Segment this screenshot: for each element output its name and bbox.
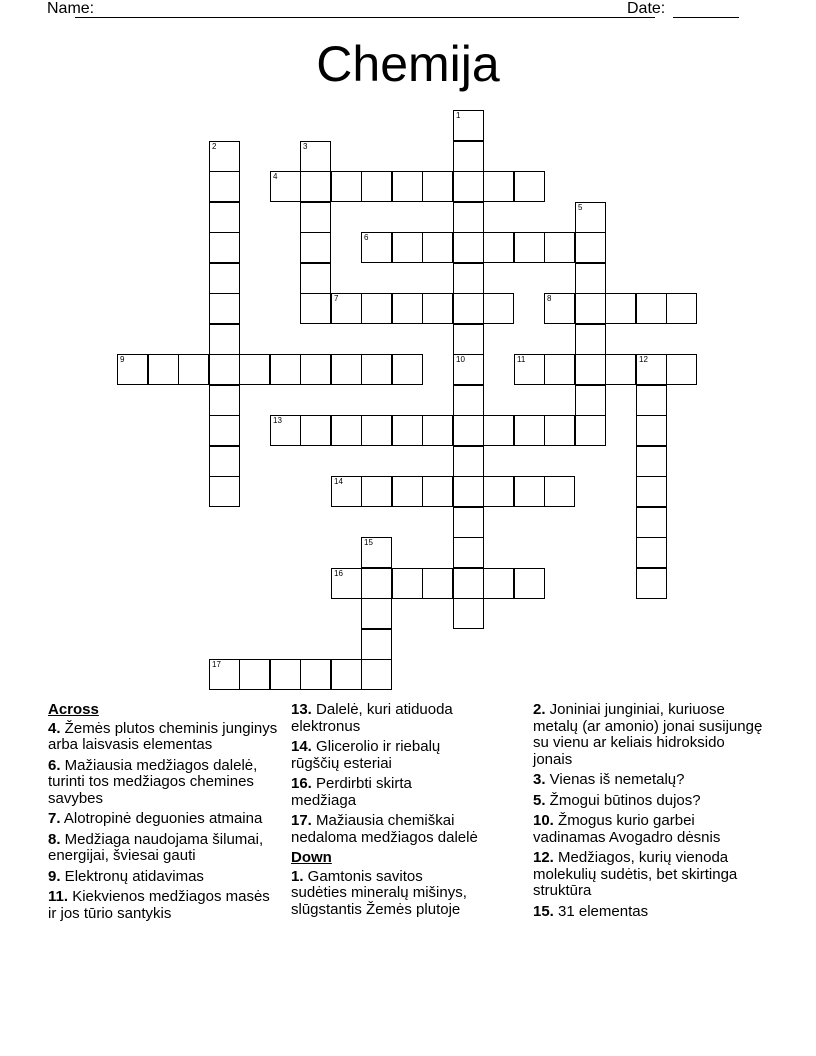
clue-item — [48, 832, 280, 865]
clue-item — [533, 904, 768, 921]
crossword-cell[interactable] — [666, 293, 697, 324]
clue-item — [48, 758, 280, 808]
clue-number: 7 — [334, 294, 339, 303]
crossword-cell[interactable] — [453, 476, 484, 507]
clue-text: Kiekvienos medžiagos masės ir jos tūrio santykis — [48, 888, 270, 922]
clue-text: Vienas iš nemetalų? — [545, 771, 685, 788]
crossword-cell[interactable] — [392, 293, 423, 324]
crossword-cell[interactable] — [453, 263, 484, 294]
crossword-cell[interactable] — [300, 141, 331, 172]
crossword-cell[interactable] — [209, 415, 240, 446]
clue-text: Žmogui būtinos dujos? — [545, 791, 701, 809]
clue-number: 5. — [533, 791, 546, 809]
crossword-cell[interactable] — [392, 232, 423, 263]
crossword-cell[interactable] — [270, 659, 301, 690]
crossword-cell[interactable] — [453, 110, 484, 141]
crossword-cell[interactable] — [300, 354, 331, 385]
crossword-cell[interactable] — [514, 232, 545, 263]
crossword-cell[interactable] — [209, 202, 240, 233]
crossword-cell[interactable] — [331, 659, 362, 690]
clue-number: 14. — [291, 738, 312, 755]
clue-number: 12 — [639, 355, 648, 364]
clue-text: Perdirbti skirta medžiaga — [291, 775, 412, 809]
clue-number: 16 — [334, 569, 343, 578]
crossword-cell[interactable] — [422, 476, 453, 507]
crossword-cell[interactable] — [636, 537, 667, 568]
crossword-cell[interactable] — [575, 263, 606, 294]
clue-text: Medžiaga naudojama šilumai, energijai, šviesai gauti — [48, 830, 264, 864]
crossword-cell[interactable] — [117, 354, 148, 385]
crossword-cell[interactable] — [331, 476, 362, 507]
crossword-cell[interactable] — [361, 659, 392, 690]
crossword-cell[interactable] — [514, 476, 545, 507]
clue-number: 10. — [533, 812, 554, 829]
crossword-cell[interactable] — [361, 598, 392, 629]
clue-number: 17 — [212, 660, 221, 669]
date-label: Date: — [627, 0, 666, 17]
clue-number: 1 — [456, 111, 461, 120]
clue-item — [533, 850, 768, 900]
crossword-cell[interactable] — [575, 385, 606, 416]
crossword-cell[interactable] — [209, 476, 240, 507]
crossword-cell[interactable] — [422, 171, 453, 202]
crossword-cell[interactable] — [453, 598, 484, 629]
clue-item — [48, 721, 280, 754]
crossword-cell[interactable] — [544, 354, 575, 385]
clue-text: Dalelė, kuri atiduoda elektronus — [291, 701, 453, 735]
crossword-cell[interactable] — [209, 141, 240, 172]
crossword-cell[interactable] — [605, 354, 636, 385]
clue-item — [291, 776, 481, 809]
crossword-cell[interactable] — [575, 415, 606, 446]
clue-number: 3 — [303, 142, 308, 151]
crossword-cell[interactable] — [544, 415, 575, 446]
crossword-cell[interactable] — [300, 263, 331, 294]
across-clues-column-1 — [48, 702, 280, 926]
clue-number: 14 — [334, 477, 343, 486]
crossword-cell[interactable] — [636, 568, 667, 599]
crossword-cell[interactable] — [331, 568, 362, 599]
down-heading: Down — [291, 849, 332, 866]
crossword-cell[interactable] — [453, 293, 484, 324]
crossword-cell[interactable] — [605, 293, 636, 324]
crossword-cell[interactable] — [422, 232, 453, 263]
clue-item — [533, 772, 768, 789]
crossword-cell[interactable] — [392, 476, 423, 507]
clue-number: 1. — [291, 867, 304, 885]
clue-number: 11. — [48, 888, 69, 905]
crossword-cell[interactable] — [392, 568, 423, 599]
clue-number: 2. — [533, 701, 546, 718]
clue-item — [291, 813, 481, 846]
clue-number: 2 — [212, 142, 217, 151]
crossword-cell[interactable] — [361, 476, 392, 507]
clue-text: Mažiausia medžiagos dalelė, turinti tos medžiagos chemines savybes — [48, 756, 258, 807]
across-clues-column-2 — [291, 702, 481, 922]
crossword-cell[interactable] — [483, 171, 514, 202]
crossword-cell[interactable] — [422, 293, 453, 324]
clue-number: 4 — [273, 172, 278, 181]
crossword-cell[interactable] — [361, 293, 392, 324]
crossword-cell[interactable] — [575, 324, 606, 355]
clue-number: 15 — [364, 538, 373, 547]
clue-number: 6. — [48, 756, 61, 774]
crossword-cell[interactable] — [544, 232, 575, 263]
clue-text: Joniniai junginiai, kuriuose metalų (ar amonio) jonai susijungę su vienu ar keliais hidroksido jonais — [533, 701, 763, 768]
crossword-cell[interactable] — [453, 202, 484, 233]
clue-number: 17. — [291, 812, 312, 829]
clue-item — [48, 869, 280, 886]
clue-item — [291, 869, 481, 919]
crossword-cell[interactable] — [514, 415, 545, 446]
crossword-cell[interactable] — [483, 232, 514, 263]
crossword-cell[interactable] — [636, 415, 667, 446]
crossword-cell[interactable] — [453, 385, 484, 416]
clue-text: Elektronų atidavimas — [60, 867, 204, 885]
crossword-cell[interactable] — [575, 202, 606, 233]
down-clues-column — [533, 702, 768, 924]
crossword-cell[interactable] — [361, 354, 392, 385]
crossword-cell[interactable] — [514, 354, 545, 385]
crossword-cell[interactable] — [300, 171, 331, 202]
clue-item — [291, 739, 481, 772]
clue-number: 13. — [291, 701, 312, 718]
crossword-cell[interactable] — [483, 476, 514, 507]
crossword-cell[interactable] — [300, 202, 331, 233]
crossword-cell[interactable] — [666, 354, 697, 385]
crossword-cell[interactable] — [209, 232, 240, 263]
clue-item — [48, 811, 280, 828]
clue-number: 16. — [291, 775, 312, 792]
crossword-cell[interactable] — [209, 446, 240, 477]
clue-item — [533, 793, 768, 810]
clue-number: 10 — [456, 355, 465, 364]
crossword-cell[interactable] — [148, 354, 179, 385]
clue-text: Žemės plutos cheminis junginys arba laisvasis elementas — [48, 719, 278, 753]
crossword-cell[interactable] — [209, 385, 240, 416]
clue-item — [533, 813, 768, 846]
crossword-cell[interactable] — [453, 537, 484, 568]
crossword-cell[interactable] — [453, 415, 484, 446]
crossword-cell[interactable] — [453, 141, 484, 172]
crossword-cell[interactable] — [361, 537, 392, 568]
crossword-cell[interactable] — [300, 293, 331, 324]
crossword-cell[interactable] — [392, 415, 423, 446]
crossword-cell[interactable] — [453, 324, 484, 355]
clue-number: 8 — [547, 294, 552, 303]
clue-number: 4. — [48, 719, 61, 737]
crossword-cell[interactable] — [209, 293, 240, 324]
crossword-cell[interactable] — [453, 171, 484, 202]
clue-text: Mažiausia chemiškai nedaloma medžiagos dalelė — [291, 812, 478, 846]
crossword-cell[interactable] — [422, 415, 453, 446]
crossword-cell[interactable] — [636, 354, 667, 385]
crossword-cell[interactable] — [239, 354, 270, 385]
clue-number: 15. — [533, 902, 554, 920]
crossword-cell[interactable] — [331, 293, 362, 324]
crossword-cell[interactable] — [270, 354, 301, 385]
crossword-cell[interactable] — [209, 324, 240, 355]
clue-text: Žmogus kurio garbei vadinamas Avogadro dėsnis — [533, 812, 721, 846]
crossword-cell[interactable] — [239, 659, 270, 690]
crossword-cell[interactable] — [270, 415, 301, 446]
crossword-cell[interactable] — [514, 568, 545, 599]
clue-text: Gamtonis savitos sudėties mineralų mišinys, slūgstantis Žemės plutoje — [291, 867, 467, 918]
clue-number: 12. — [533, 849, 554, 866]
crossword-cell[interactable] — [453, 446, 484, 477]
crossword-cell[interactable] — [636, 446, 667, 477]
crossword-cell[interactable] — [636, 385, 667, 416]
crossword-cell[interactable] — [361, 568, 392, 599]
crossword-cell[interactable] — [483, 568, 514, 599]
clue-number: 11 — [517, 355, 526, 364]
across-heading: Across — [48, 701, 99, 718]
crossword-cell[interactable] — [575, 293, 606, 324]
crossword-cell[interactable] — [331, 171, 362, 202]
crossword-cell[interactable] — [483, 293, 514, 324]
crossword-cell[interactable] — [453, 354, 484, 385]
crossword-cell[interactable] — [361, 232, 392, 263]
crossword-cell[interactable] — [331, 415, 362, 446]
crossword-cell[interactable] — [575, 354, 606, 385]
crossword-cell[interactable] — [300, 415, 331, 446]
crossword-cell[interactable] — [636, 476, 667, 507]
clue-item — [48, 889, 280, 922]
crossword-cell[interactable] — [422, 568, 453, 599]
crossword-cell[interactable] — [483, 415, 514, 446]
crossword-cell[interactable] — [544, 293, 575, 324]
crossword-cell[interactable] — [300, 232, 331, 263]
page-title: Chemija — [316, 36, 500, 92]
crossword-cell[interactable] — [331, 354, 362, 385]
clue-text: Alotropinė deguonies atmaina — [60, 810, 263, 827]
clue-item — [533, 702, 768, 768]
crossword-cell[interactable] — [209, 171, 240, 202]
crossword-cell[interactable] — [209, 263, 240, 294]
crossword-cell[interactable] — [270, 171, 301, 202]
crossword-cell[interactable] — [361, 171, 392, 202]
clue-text: Medžiagos, kurių vienoda molekulių sudėtis, bet skirtinga struktūra — [533, 849, 738, 899]
crossword-cell[interactable] — [514, 171, 545, 202]
clue-text: 31 elementas — [553, 902, 649, 920]
clue-number: 9. — [48, 867, 61, 885]
crossword-cell[interactable] — [392, 171, 423, 202]
crossword-cell[interactable] — [453, 232, 484, 263]
clue-number: 8. — [48, 830, 61, 848]
crossword-cell[interactable] — [178, 354, 209, 385]
clue-item — [291, 702, 481, 735]
clue-number: 13 — [273, 416, 282, 425]
clue-text: Glicerolio ir riebalų rūgščių esteriai — [291, 738, 441, 772]
crossword-cell[interactable] — [361, 629, 392, 660]
crossword-cell[interactable] — [575, 232, 606, 263]
clue-number: 9 — [120, 355, 125, 364]
crossword-cell[interactable] — [392, 354, 423, 385]
crossword-cell[interactable] — [300, 659, 331, 690]
clue-number: 5 — [578, 203, 583, 212]
crossword-cell[interactable] — [209, 659, 240, 690]
crossword-cell[interactable] — [453, 568, 484, 599]
crossword-cell[interactable] — [636, 507, 667, 538]
clue-number: 3. — [533, 771, 546, 788]
crossword-cell[interactable] — [636, 293, 667, 324]
crossword-cell[interactable] — [361, 415, 392, 446]
crossword-cell[interactable] — [453, 507, 484, 538]
crossword-cell[interactable] — [209, 354, 240, 385]
name-label: Name: — [47, 0, 95, 17]
crossword-cell[interactable] — [544, 476, 575, 507]
clue-number: 6 — [364, 233, 369, 242]
clue-number: 7. — [48, 810, 61, 827]
